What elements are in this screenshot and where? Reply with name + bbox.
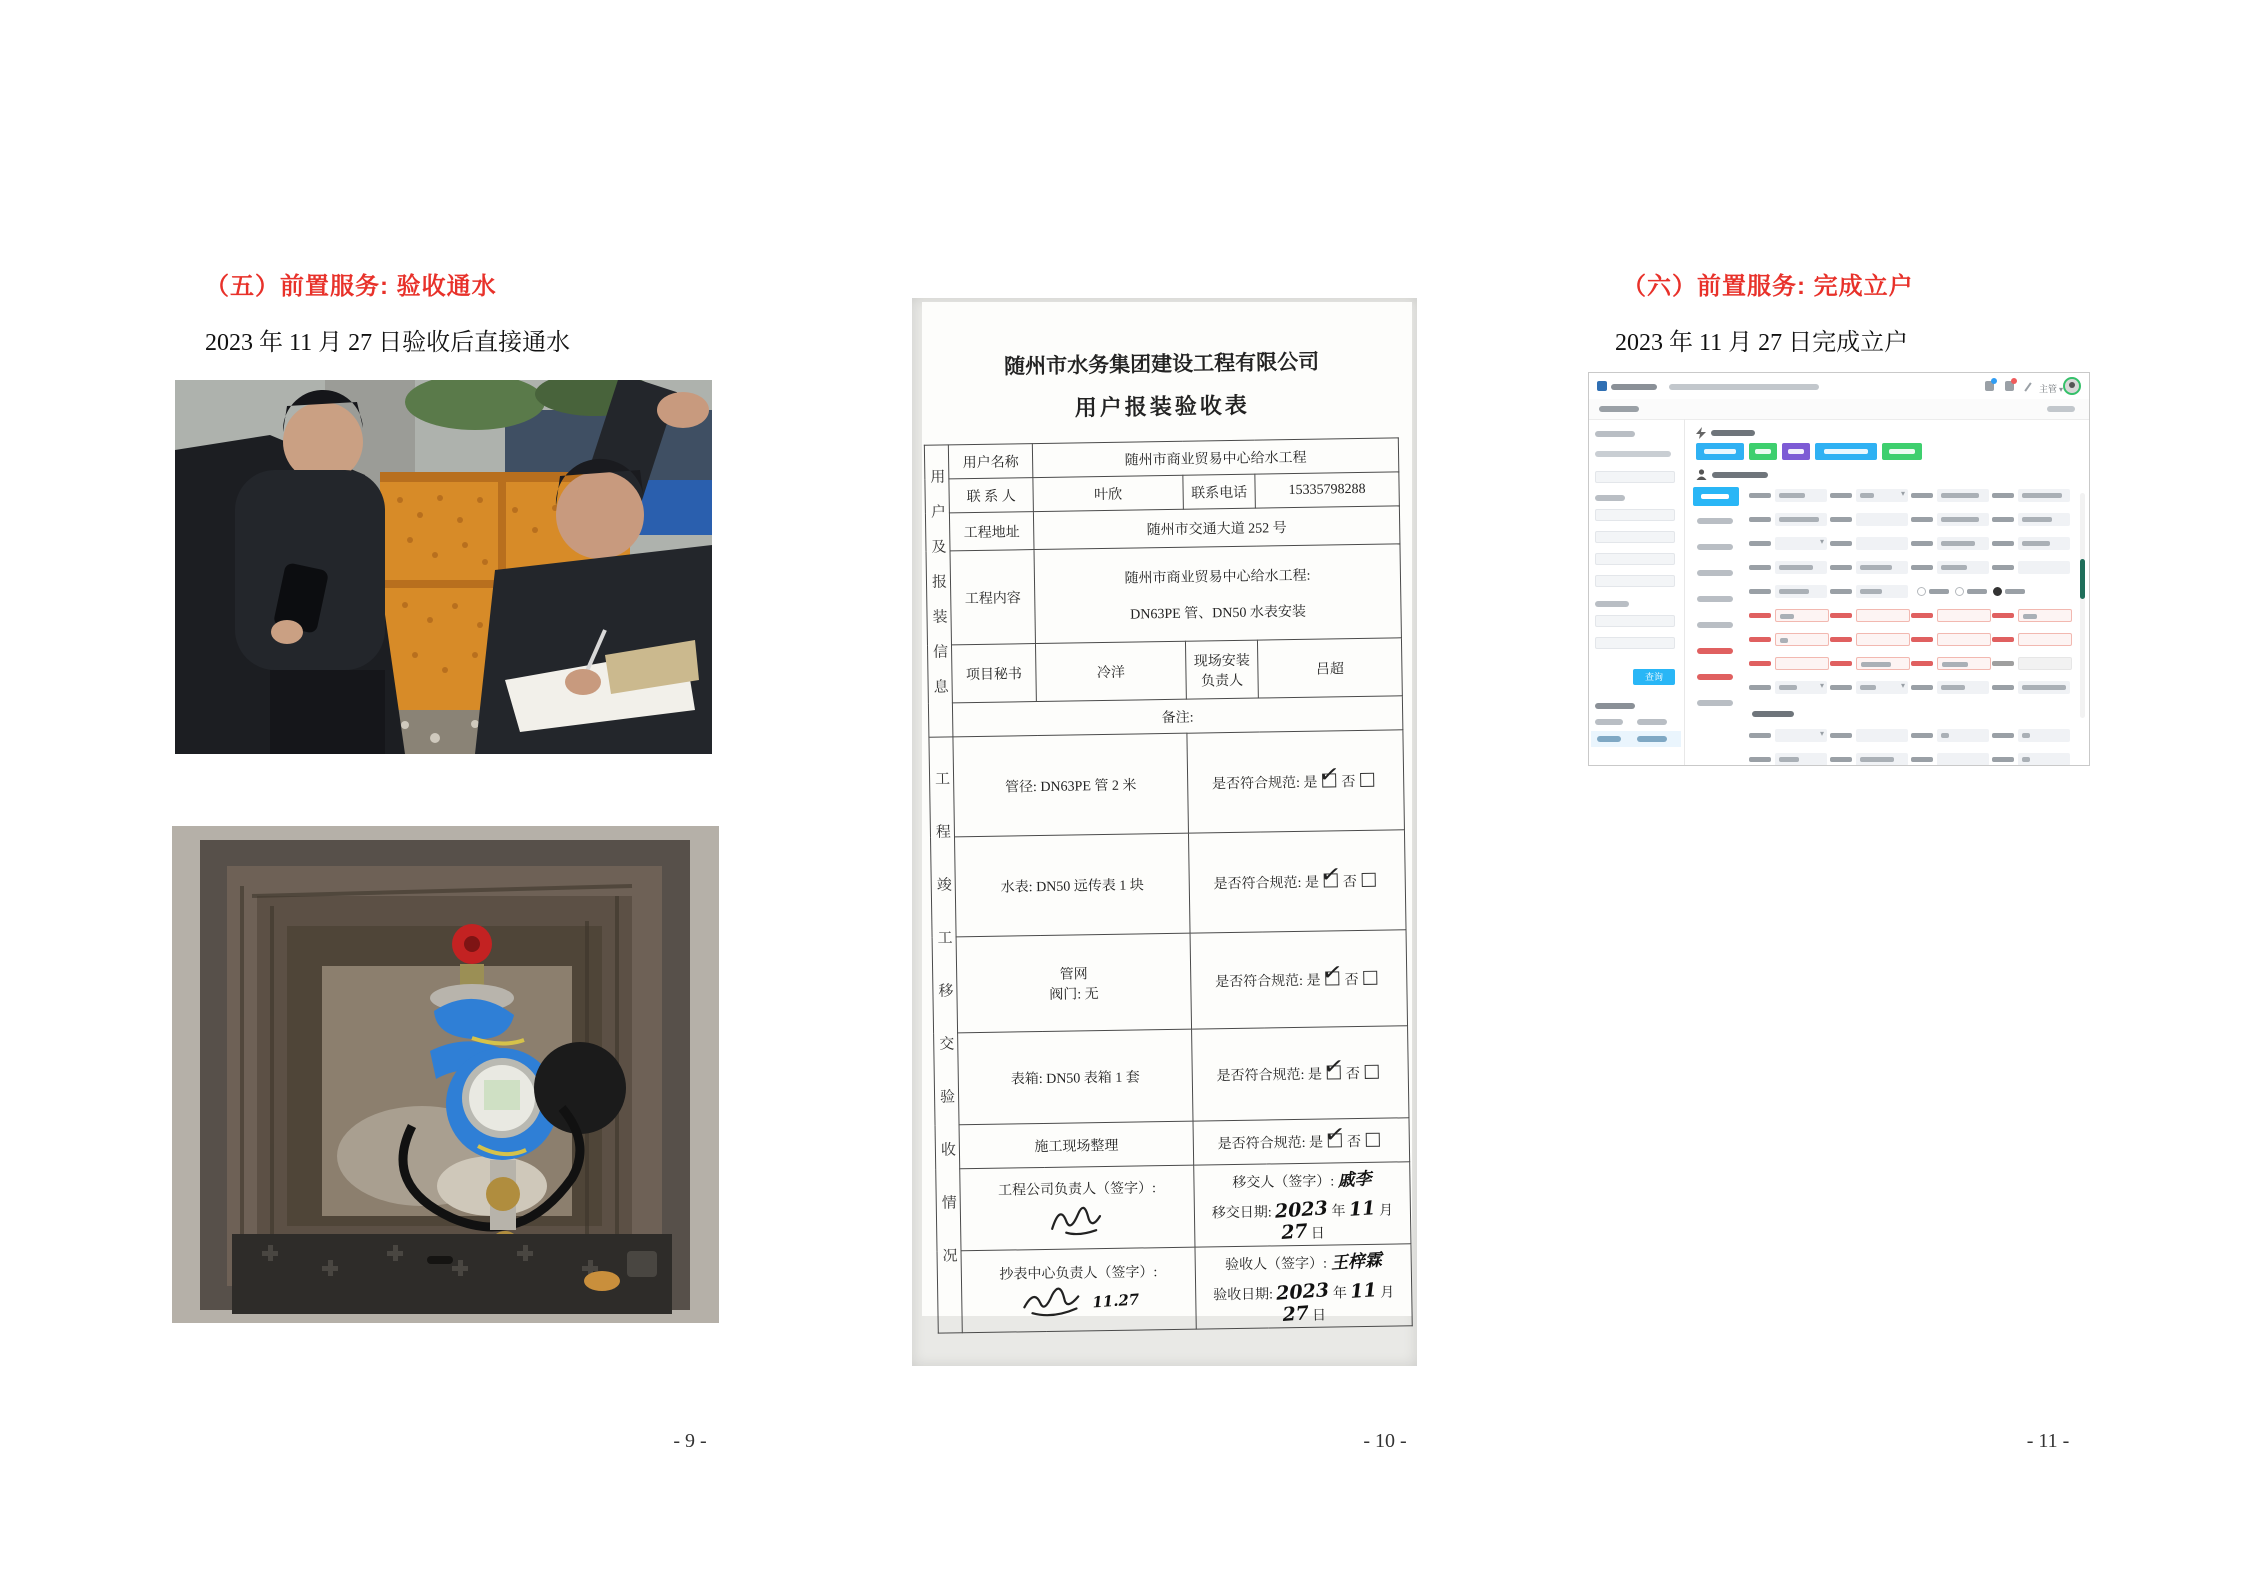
form-field-required [1830, 633, 1911, 646]
checkbox-no [1362, 872, 1376, 886]
sidebar-input [1595, 509, 1675, 521]
photo-water-meter-pit [172, 826, 719, 1323]
form-field-required [1911, 657, 1992, 670]
app-name-bar [1611, 384, 1657, 390]
form-field [1830, 537, 1911, 550]
check-cell: 是否符合规范: 是 ✓ 否 [1193, 1118, 1410, 1165]
form-field-required [1830, 609, 1911, 622]
remark-label: 备注: [952, 696, 1403, 737]
quick-actions-title-bar [1711, 430, 1755, 436]
vertical-tab-bar-red [1697, 648, 1733, 654]
sidebar-input [1595, 531, 1675, 543]
checkbox-yes-checked [1327, 1065, 1341, 1079]
check-cell: 是否符合规范: 是 ✓ 否 [1187, 730, 1405, 833]
section-heading-6: （六）前置服务: 完成立户 [1622, 273, 1914, 300]
transfer-sign-cell: 移交人（签字）: 戚李 移交日期: 2023 年 11 月 27 日 [1194, 1162, 1411, 1247]
form-field [1830, 729, 1911, 742]
checkbox-no [1363, 970, 1377, 984]
field-value: 15335798288 [1255, 472, 1400, 508]
check-item: 管网 阀门: 无 [956, 933, 1191, 1033]
avatar [2063, 377, 2081, 395]
result-header-bar [1595, 703, 1635, 709]
vertical-tab-bar [1697, 622, 1733, 628]
form-field [1911, 489, 1992, 502]
form-field [1992, 729, 2073, 742]
form-row-required [1749, 627, 2075, 651]
section-subtitle-5: 2023 年 11 月 27 日验收后直接通水 [205, 330, 571, 356]
field-label: 联系电话 [1183, 474, 1256, 509]
checkbox-yes-checked [1328, 1133, 1342, 1147]
vertical-tab-bar-red [1697, 674, 1733, 680]
scan-paper [922, 302, 1412, 1326]
field-label: 现场安装 负责人 [1185, 640, 1258, 699]
form-field [1992, 657, 2073, 670]
form-company-title: 随州市水务集团建设工程有限公司 [1003, 349, 1320, 379]
field-label: 联 系 人 [949, 478, 1034, 513]
company-sign-cell: 工程公司负责人（签字）: [960, 1165, 1195, 1251]
app-sidebar [1589, 419, 1685, 765]
vertical-tab-bar [1697, 518, 1733, 524]
right-link-bar [2047, 406, 2075, 412]
form-field-required [1992, 633, 2073, 646]
radio-on [1993, 587, 2002, 596]
handwritten-name: 王梓霖 [1329, 1250, 1383, 1274]
quick-action-button-4 [1815, 443, 1877, 460]
vertical-tab-active [1693, 487, 1739, 506]
field-label: 工程内容 [950, 550, 1035, 645]
form-field-select [1830, 489, 1911, 502]
form-field [1749, 513, 1830, 526]
meter-section-grid [1749, 723, 2075, 766]
form-field [1749, 561, 1830, 574]
form-row [1749, 579, 2075, 603]
vertical-tab-bar [1697, 570, 1733, 576]
form-field-select [1830, 681, 1911, 694]
tab-bar [1599, 406, 1639, 412]
meter-center-sign-cell: 抄表中心负责人（签字）: 11.27 [961, 1247, 1196, 1333]
photo-site-inspection [175, 380, 712, 754]
form-field-select [1749, 729, 1830, 742]
form-row-required [1749, 603, 2075, 627]
person-icon [1696, 469, 1707, 480]
field-value: 叶欣 [1033, 475, 1184, 511]
field-label: 用户名称 [948, 444, 1033, 479]
acceptance-table [924, 437, 1413, 1333]
checkbox-yes-checked [1325, 971, 1339, 985]
field-value: 随州市交通大道 252 号 [1033, 506, 1400, 550]
page-number: - 9 - [673, 1430, 707, 1452]
vertical-tab-bar [1697, 700, 1733, 706]
receiver-sign-cell: 验收人（签字）: 王梓霖 验收日期: 2023 年 11 月 27 日 [1195, 1244, 1412, 1329]
sidebar-label-bar [1595, 601, 1629, 607]
form-field-required [1749, 633, 1830, 646]
form-title: 用户报装验收表 [1074, 392, 1250, 421]
sidebar-input [1595, 575, 1675, 587]
form-field [1992, 513, 2073, 526]
sidebar-label-bar [1595, 451, 1671, 457]
radio-off [1917, 587, 1926, 596]
form-row-required [1749, 651, 2075, 675]
form-field-select [1749, 537, 1830, 550]
user-role-label: 主管 ▾ [2039, 382, 2063, 395]
scrollbar-thumb [2080, 559, 2085, 599]
radio-group [1911, 587, 2075, 596]
form-field-required [1911, 633, 1992, 646]
form-field [1911, 513, 1992, 526]
form-field [1911, 729, 1992, 742]
form-field [1749, 585, 1830, 598]
form-field [1992, 753, 2073, 766]
form-field-required [1830, 657, 1911, 670]
form-field-required [1911, 609, 1992, 622]
form-row [1749, 723, 2075, 747]
form-field [1830, 585, 1911, 598]
check-item: 水表: DN50 远传表 1 块 [955, 833, 1191, 937]
check-cell: 是否符合规范: 是 ✓ 否 [1190, 930, 1408, 1029]
signature-scribble [1018, 1282, 1089, 1319]
form-field [1911, 753, 1992, 766]
vertical-tab-bar [1697, 544, 1733, 550]
field-label: 工程地址 [949, 512, 1034, 551]
result-col-bar [1595, 719, 1623, 725]
form-field-select [1749, 681, 1830, 694]
vertical-tab-bar [1697, 596, 1733, 602]
alert-bell-icon [2005, 381, 2014, 391]
section-band-user-info: 用户及报装信息 [924, 445, 953, 737]
form-row [1749, 747, 2075, 766]
radio-off [1955, 587, 1964, 596]
quick-action-button-2 [1749, 443, 1777, 460]
check-cell: 是否符合规范: 是 ✓ 否 [1192, 1026, 1409, 1121]
app-form-grid [1749, 483, 2075, 699]
form-field [1911, 537, 1992, 550]
field-value: 吕超 [1257, 638, 1402, 698]
form-field [1830, 513, 1911, 526]
app-scrollbar [2080, 493, 2085, 718]
sidebar-input [1595, 553, 1675, 565]
form-field [1992, 537, 2073, 550]
lightning-icon [1696, 427, 1706, 439]
checkbox-no [1365, 1064, 1379, 1078]
welcome-text-bar [1669, 384, 1819, 390]
checkbox-yes-checked [1322, 773, 1336, 787]
app-topbar [1589, 373, 2089, 400]
app-screenshot [1588, 372, 2090, 766]
form-field-required [1749, 657, 1830, 670]
notification-bell-icon [1985, 381, 1994, 391]
page-number: - 10 - [1363, 1430, 1407, 1452]
meter-section-title-bar [1752, 711, 1794, 717]
search-button: 查询 [1633, 669, 1675, 685]
sidebar-input [1595, 637, 1675, 649]
form-row [1749, 531, 2075, 555]
sidebar-label-bar [1595, 431, 1635, 437]
field-label: 项目秘书 [951, 644, 1036, 703]
app-logo [1597, 381, 1607, 391]
form-field-required [1992, 609, 2073, 622]
user-info-title-bar [1712, 472, 1768, 478]
form-row [1749, 483, 2075, 507]
app-tab-strip [1589, 399, 2089, 420]
checkbox-no [1360, 772, 1374, 786]
result-cell-bar [1597, 736, 1621, 742]
section-heading-5: （五）前置服务: 验收通水 [205, 273, 497, 300]
sidebar-label-bar [1595, 495, 1625, 501]
form-field [1992, 489, 2073, 502]
form-field [1911, 561, 1992, 574]
check-cell: 是否符合规范: 是 ✓ 否 [1188, 830, 1406, 933]
result-cell-bar [1637, 736, 1667, 742]
form-row [1749, 555, 2075, 579]
form-field [1749, 753, 1830, 766]
section-band-handover: 工程竣工移交验收情况 [929, 737, 962, 1333]
checkbox-yes-checked [1324, 873, 1338, 887]
form-field [1992, 681, 2073, 694]
field-value: 随州市商业贸易中心给水工程: DN63PE 管、DN50 水表安装 [1034, 544, 1401, 644]
scanned-acceptance-form [912, 298, 1417, 1366]
check-item: 管径: DN63PE 管 2 米 [953, 733, 1189, 837]
sidebar-input [1595, 471, 1675, 483]
quick-action-button-3 [1782, 443, 1810, 460]
form-row [1749, 507, 2075, 531]
checkbox-no [1366, 1132, 1380, 1146]
handwritten-note: 11.27 [1091, 1289, 1140, 1311]
form-row [1749, 675, 2075, 699]
edit-icon [2024, 382, 2031, 391]
quick-action-button-1 [1696, 443, 1744, 460]
sidebar-input [1595, 615, 1675, 627]
result-col-bar [1637, 719, 1667, 725]
form-field [1911, 681, 1992, 694]
check-item: 施工现场整理 [959, 1121, 1194, 1169]
check-item: 表箱: DN50 表箱 1 套 [958, 1029, 1193, 1125]
form-field-required [1749, 609, 1830, 622]
form-field [1830, 753, 1911, 766]
form-field [1992, 561, 2073, 574]
form-field [1749, 489, 1830, 502]
field-value: 冷洋 [1035, 641, 1186, 701]
section-subtitle-6: 2023 年 11 月 27 日完成立户 [1615, 330, 1909, 356]
form-field [1830, 561, 1911, 574]
page-number: - 11 - [2026, 1430, 2070, 1452]
handwritten-name: 戚李 [1337, 1168, 1373, 1192]
quick-action-button-5 [1882, 443, 1922, 460]
field-value: 随州市商业贸易中心给水工程 [1032, 438, 1399, 478]
signature-scribble [1045, 1197, 1110, 1238]
